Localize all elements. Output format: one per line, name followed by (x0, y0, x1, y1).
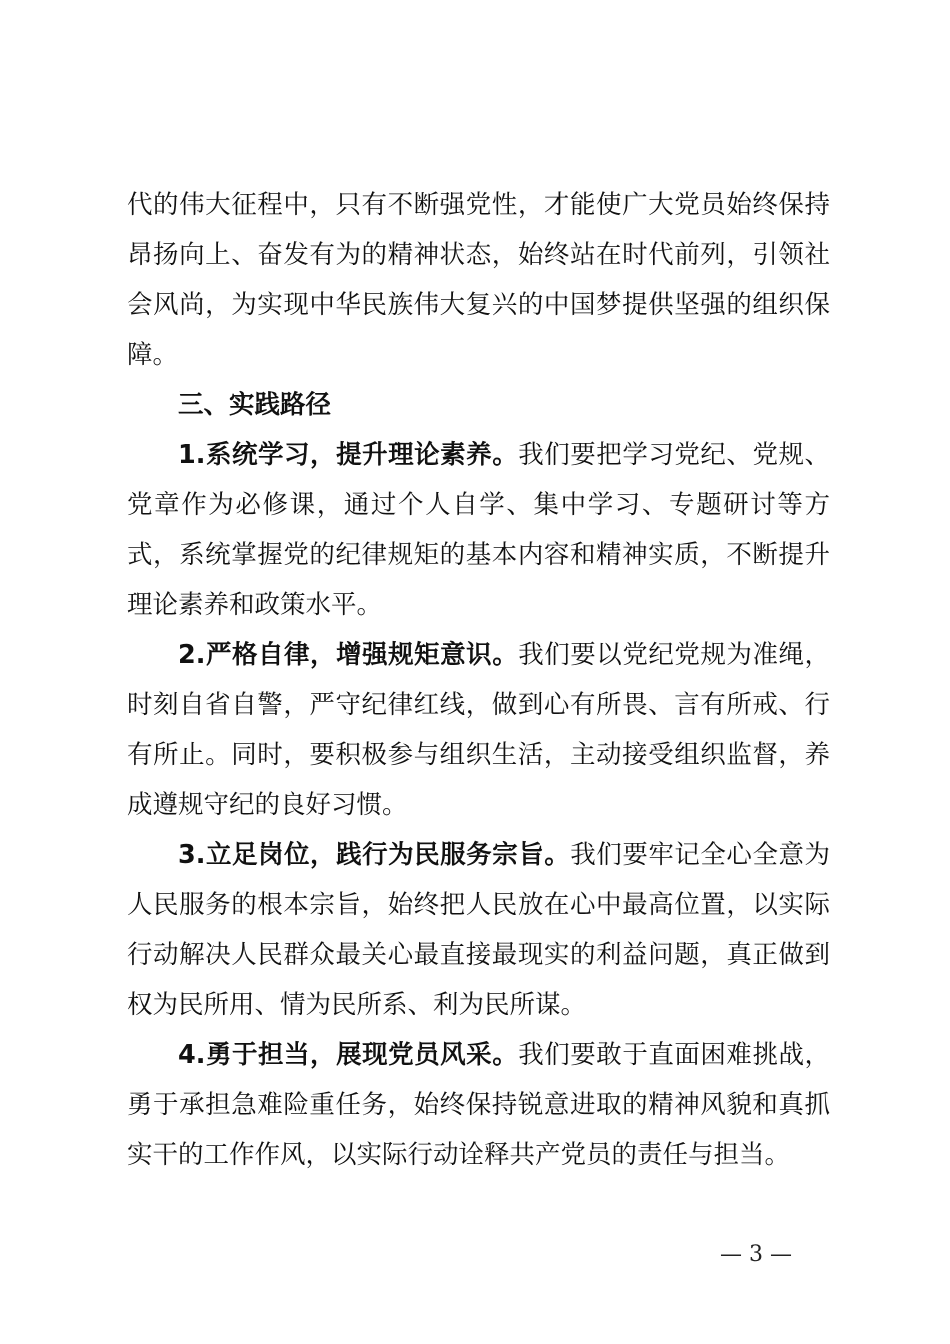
document-body (127, 180, 830, 1180)
practice-item-1 (127, 430, 830, 630)
practice-item-1-body: 我们要把学习党纪、党规、党章作为必修课，通过个人自学、集中学习、专题研讨等方式，系统掌握党的纪律规矩的基本内容和精神实质，不断提升理论素养和政策水平。 (127, 440, 830, 620)
practice-item-4-lead: 4.勇于担当，展现党员风采。 (178, 1040, 519, 1070)
practice-item-3-lead: 3.立足岗位，践行为民服务宗旨。 (178, 840, 571, 870)
continuation-paragraph: 代的伟大征程中，只有不断强党性，才能使广大党员始终保持昂扬向上、奋发有为的精神状态，始终站在时代前列，引领社会风尚，为实现中华民族伟大复兴的中国梦提供坚强的组织保障。 (127, 190, 830, 370)
practice-item-1-lead: 1.系统学习，提升理论素养。 (178, 440, 519, 470)
practice-item-3-body: 我们要牢记全心全意为人民服务的根本宗旨，始终把人民放在心中最高位置，以实际行动解决人民群众最关心最直接最现实的利益问题，真正做到权为民所用、情为民所系、利为民所谋。 (127, 840, 830, 1020)
practice-item-4 (127, 1030, 830, 1180)
page-number: — 3 — (720, 1242, 792, 1267)
practice-item-4-body: 我们要敢于直面困难挑战，勇于承担急难险重任务，始终保持锐意进取的精神风貌和真抓实干的工作作风，以实际行动诠释共产党员的责任与担当。 (127, 1040, 830, 1170)
practice-item-2 (127, 630, 830, 830)
practice-item-3 (127, 830, 830, 1030)
section-heading: 三、实践路径 (178, 390, 332, 420)
practice-item-2-body: 我们要以党纪党规为准绳，时刻自省自警，严守纪律红线，做到心有所畏、言有所戒、行有所止。同时，要积极参与组织生活，主动接受组织监督，养成遵规守纪的良好习惯。 (127, 640, 830, 820)
practice-item-2-lead: 2.严格自律，增强规矩意识。 (178, 640, 519, 670)
